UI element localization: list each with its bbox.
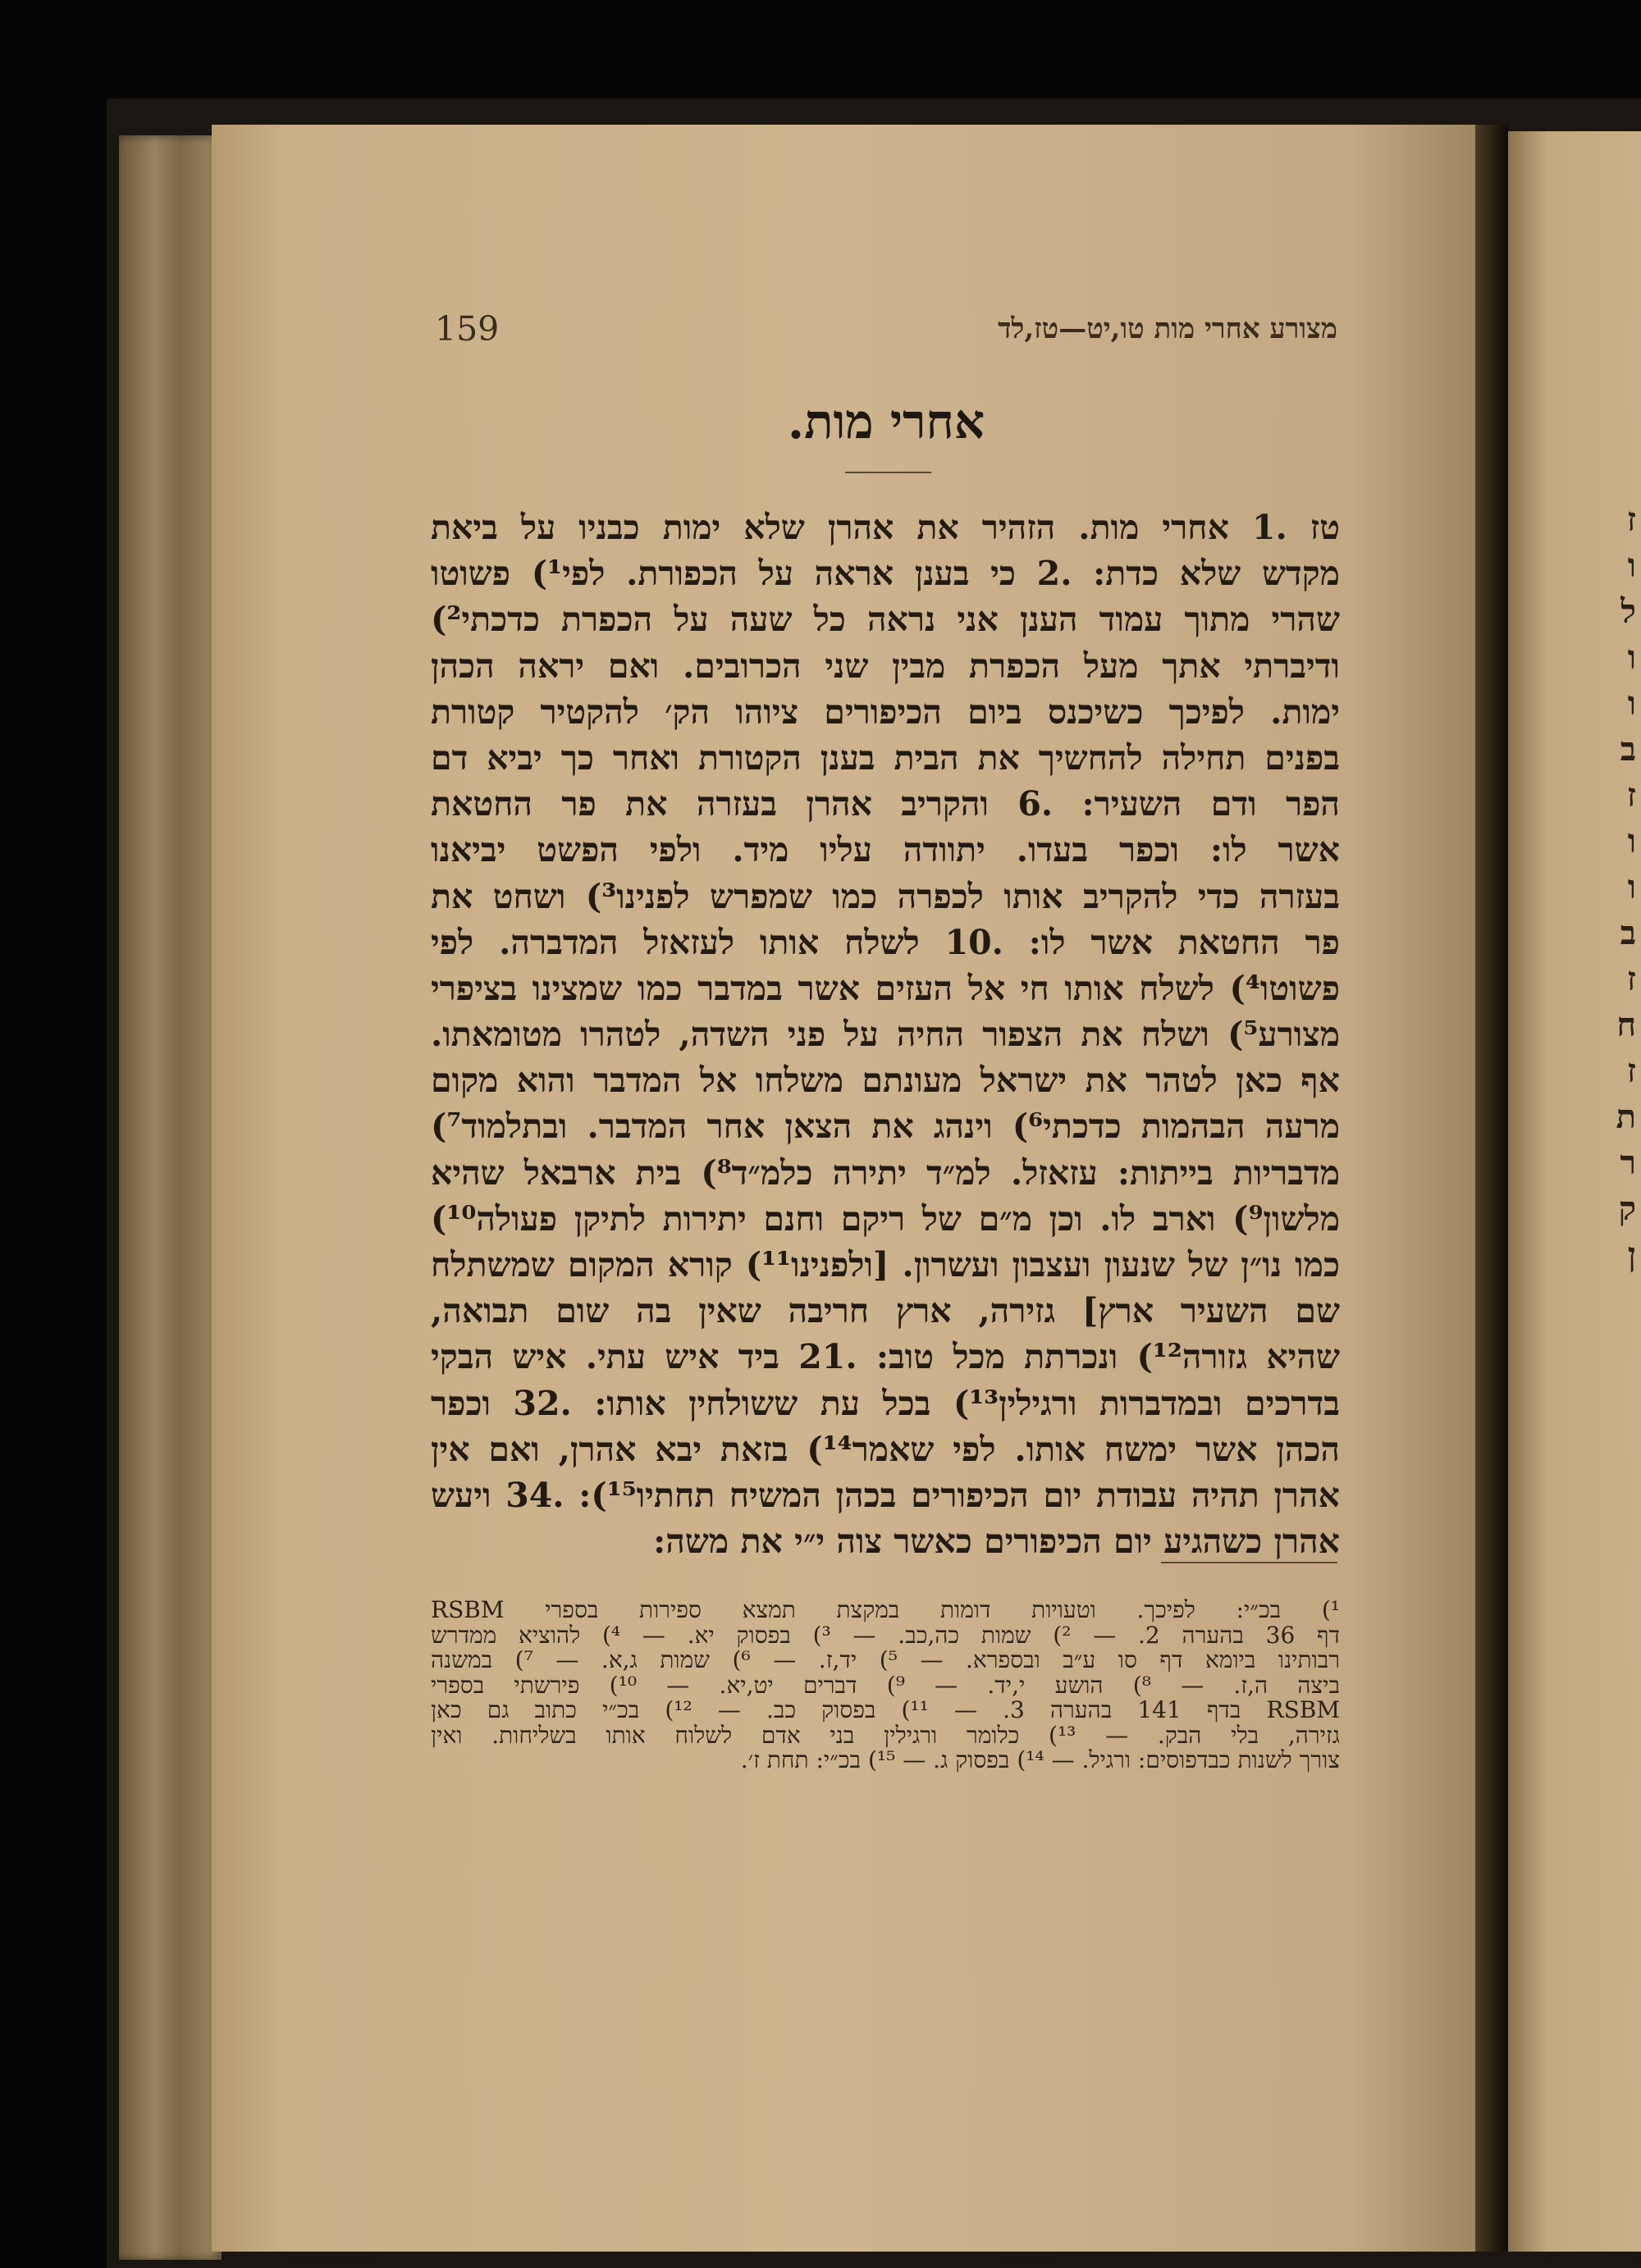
right-page-fragment: ח	[1616, 1006, 1636, 1044]
body-line: שהרי מתוך עמוד הענן אני נראה כל שעה על הכפרת כדכתי²)	[431, 600, 1340, 640]
body-line: שם השעיר ארץ] גזירה, ארץ חריבה שאין בה שום תבואה,	[431, 1291, 1340, 1331]
right-page-fragment: ר	[1620, 1143, 1636, 1182]
body-line: הכהן אשר ימשח אותו. לפי שאמר¹⁴) בזאת יבא אהרן, ואם אין	[431, 1429, 1341, 1469]
footnote-line: גזירה, בלי הבק. — ¹³) כלומר ורגילין בני אדם לשלוח אותו בשליחות. ואין	[431, 1721, 1340, 1749]
body-line: בדרכים ובמדברות ורגילין¹³) בכל עת ששולחין אותו: .32 וכפר	[431, 1383, 1340, 1423]
right-page-edge	[1508, 131, 1641, 2252]
running-head	[435, 309, 1337, 358]
body-line: אף כאן לטהר את ישראל מעונתם משלחו אל המדבר והוא מקום	[431, 1061, 1340, 1101]
body-line: אהרן תהיה עבודת יום הכיפורים בכהן המשיח תחתיו¹⁵): .34 ויעש	[431, 1475, 1340, 1515]
right-page-fragment: ן	[1627, 1235, 1636, 1274]
body-line: אהרן כשהגיע יום הכיפורים כאשר צוה י״י את משה:	[653, 1522, 1340, 1562]
chapter-title: אחרי מות.	[787, 394, 985, 449]
body-line: פשוטו⁴) לשלח אותו חי אל העזים אשר במדבר כמו שמצינו בציפרי	[431, 968, 1340, 1008]
page-edges	[119, 135, 222, 2260]
right-page-fragment: ק	[1618, 1189, 1636, 1228]
book-gutter	[1475, 125, 1508, 2252]
body-line: בעזרה כדי להקריב אותו לכפרה כמו שמפרש לפנינו³) ושחט את	[431, 876, 1340, 916]
right-page-fragment: ו	[1627, 546, 1636, 585]
footnote-line: דף 36 בהערה 2. — ²) שמות כה,כב. — ³) בפסוק יא. — ⁴) להוציא ממדרש	[431, 1621, 1341, 1649]
page-number: 159	[435, 309, 500, 349]
right-page-fragment: ת	[1616, 1097, 1636, 1136]
right-page-fragment: ז	[1626, 776, 1636, 815]
body-line: ודיברתי אתך מעל הכפרת מבין שני הכרובים. ואם יראה הכהן	[431, 646, 1340, 686]
right-page-fragment: ו	[1627, 638, 1636, 677]
body-line: מלשון⁹) וארב לו. וכן מ״ם של ריקם וחנם יתירות לתיקן פעולה¹⁰)	[431, 1198, 1340, 1239]
right-page-fragment: ו	[1627, 868, 1636, 906]
right-page-fragment: ז	[1626, 500, 1636, 539]
body-line: אשר לו: וכפר בעדו. יתוודה עליו מיד. ולפי הפשט יביאנו	[431, 830, 1340, 870]
body-line: מצורע⁵) ושלח את הצפור החיה על פני השדה, לטהרו מטומאתו.	[431, 1015, 1340, 1055]
right-page-fragment: ב	[1620, 730, 1636, 769]
right-page-fragment: ז	[1626, 1052, 1636, 1090]
footnote-line: ¹) בכ״י: לפיכך. וטעויות דומות במקצת תמצא ספירות בספרי RSBM	[431, 1596, 1340, 1623]
right-page-fragment: ז	[1626, 960, 1636, 998]
body-line: מדבריות בייתות: עזאזל. למ״ד יתירה כלמ״ד⁸) בית ארבאל שהיא	[431, 1152, 1340, 1193]
right-page-fragment: ו	[1627, 822, 1636, 860]
body-line: מקדש שלא כדת: .2 כי בענן אראה על הכפורת. לפי¹) פשוטו	[431, 554, 1340, 594]
title-divider	[845, 472, 931, 473]
footnotes	[431, 1598, 1340, 1773]
body-line: הפר ודם השעיר: .6 והקריב אהרן בעזרה את פר החטאת	[431, 784, 1340, 824]
footnote-line: ביצה ה,ז. — ⁸) הושע י,יד. — ⁹) דברים יט,יא. — ¹⁰) פירשתי בספרי	[431, 1671, 1341, 1699]
right-page-fragment: ו	[1627, 684, 1636, 723]
right-page-fragment: ב	[1620, 914, 1636, 952]
body-line: פר החטאת אשר לו: .10 לשלח אותו לעזאזל המדברה. לפי	[431, 922, 1340, 962]
footnote-line: רבותינו ביומא דף סו ע״ב ובספרא. — ⁵) יד,ז. — ⁶) שמות ג,א. — ⁷) במשנה	[431, 1646, 1340, 1673]
body-line: ימות. לפיכך כשיכנס ביום הכיפורים ציוהו הק׳ להקטיר קטורת	[431, 691, 1340, 732]
body-line: טז .1 אחרי מות. הזהיר את אהרן שלא ימות כבניו על ביאת	[431, 508, 1340, 547]
body-line: שהיא גזורה¹²) ונכרתת מכל טוב: .21 ביד איש עתי. איש הבקי	[431, 1337, 1341, 1377]
right-page-fragment: ל	[1620, 592, 1636, 631]
body-line: בפנים תחילה להחשיך את הבית בענן הקטורת ואחר כך יביא דם	[431, 737, 1340, 778]
footnote-line: צורך לשנות כבדפוסים: ורגיל. — ¹⁴) בפסוק ג. — ¹⁵) בכ״י: תחת ז׳.	[740, 1746, 1340, 1773]
running-head-text: מצורע אחרי מות טו,יט—טז,לד	[998, 313, 1337, 345]
footnote-divider	[1161, 1562, 1337, 1563]
body-line: כמו נו״ן של שנעון ועצבון ועשרון. [ולפנינו¹¹) קורא המקום שמשתלח	[431, 1245, 1341, 1285]
footnote-line: RSBM בדף 141 בהערה 3. — ¹¹) בפסוק כב. — ¹²) בכ״י כתוב גם כאן	[431, 1696, 1340, 1723]
body-line: מרעה הבהמות כדכתי⁶) וינהג את הצאן אחר המדבר. ובתלמוד⁷)	[431, 1107, 1341, 1147]
commentary-body	[431, 504, 1340, 1564]
